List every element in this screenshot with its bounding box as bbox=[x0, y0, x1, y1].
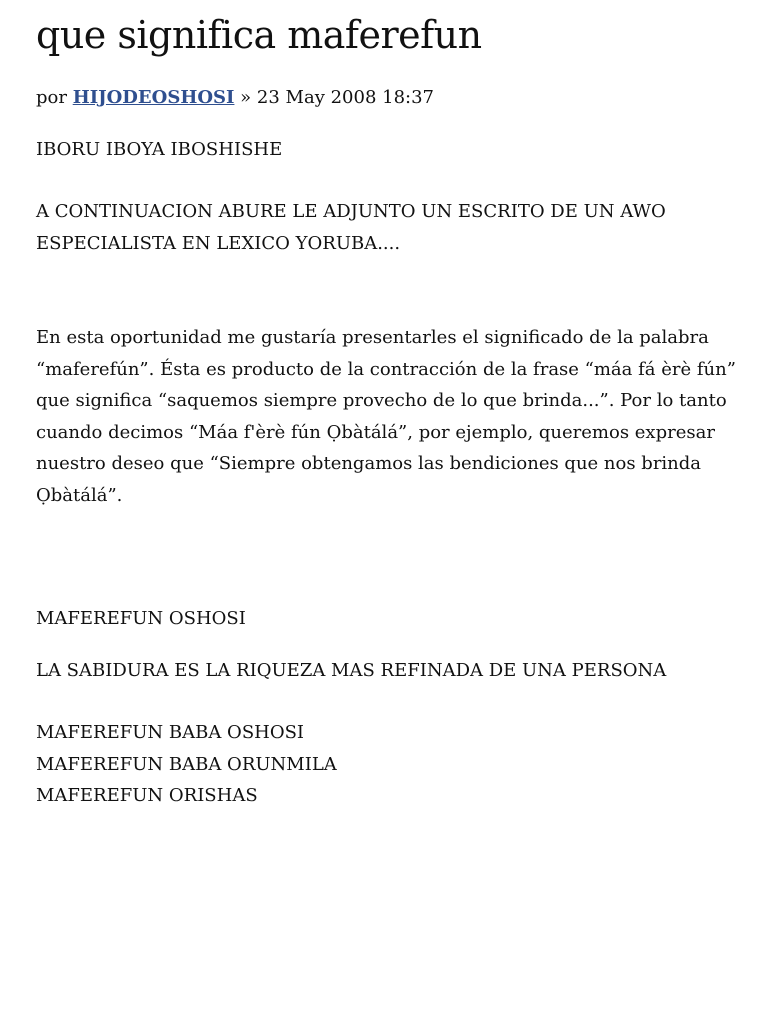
byline-prefix: por bbox=[36, 87, 73, 108]
explanation-line: “maferefún”. Ésta es producto de la contracción de la frase “máa fá èrè fún” bbox=[36, 358, 736, 380]
explanation-line: que significa “saquemos siempre provecho de lo que brinda...”. Por lo tanto bbox=[36, 390, 727, 411]
closing-line: MAFEREFUN BABA OSHOSI bbox=[36, 722, 305, 743]
closing-line: MAFEREFUN ORISHAS bbox=[36, 785, 258, 806]
byline-separator: » bbox=[234, 87, 257, 108]
quote-line: LA SABIDURA ES LA RIQUEZA MAS REFINADA DE UNA PERSONA bbox=[36, 660, 667, 681]
closing-block bbox=[36, 717, 337, 812]
post-date: 23 May 2008 18:37 bbox=[256, 87, 434, 108]
explanation-line: Ọbàtálá”. bbox=[36, 484, 123, 506]
explanation-line: nuestro deseo que “Siempre obtengamos las bendiciones que nos brinda bbox=[36, 453, 702, 474]
intro-paragraph bbox=[36, 196, 666, 259]
intro-line: A CONTINUACION ABURE LE ADJUNTO UN ESCRITO DE UN AWO bbox=[36, 201, 666, 222]
author-link[interactable]: HIJODEOSHOSI bbox=[72, 87, 235, 108]
intro-line: ESPECIALISTA EN LEXICO YORUBA.... bbox=[36, 232, 401, 254]
maferefun-oshosi-line: MAFEREFUN OSHOSI bbox=[36, 608, 246, 629]
greeting-line: IBORU IBOYA IBOSHISHE bbox=[36, 139, 283, 160]
closing-line: MAFEREFUN BABA ORUNMILA bbox=[36, 753, 337, 775]
post-title: que significa maferefun bbox=[36, 13, 482, 57]
explanation-line: cuando decimos “Máa f'èrè fún Ọbàtálá”, por ejemplo, queremos expresar bbox=[36, 421, 715, 443]
explanation-line: En esta oportunidad me gustaría presentarles el significado de la palabra bbox=[36, 327, 709, 348]
post-byline bbox=[36, 85, 434, 111]
explanation-paragraph bbox=[36, 322, 736, 511]
